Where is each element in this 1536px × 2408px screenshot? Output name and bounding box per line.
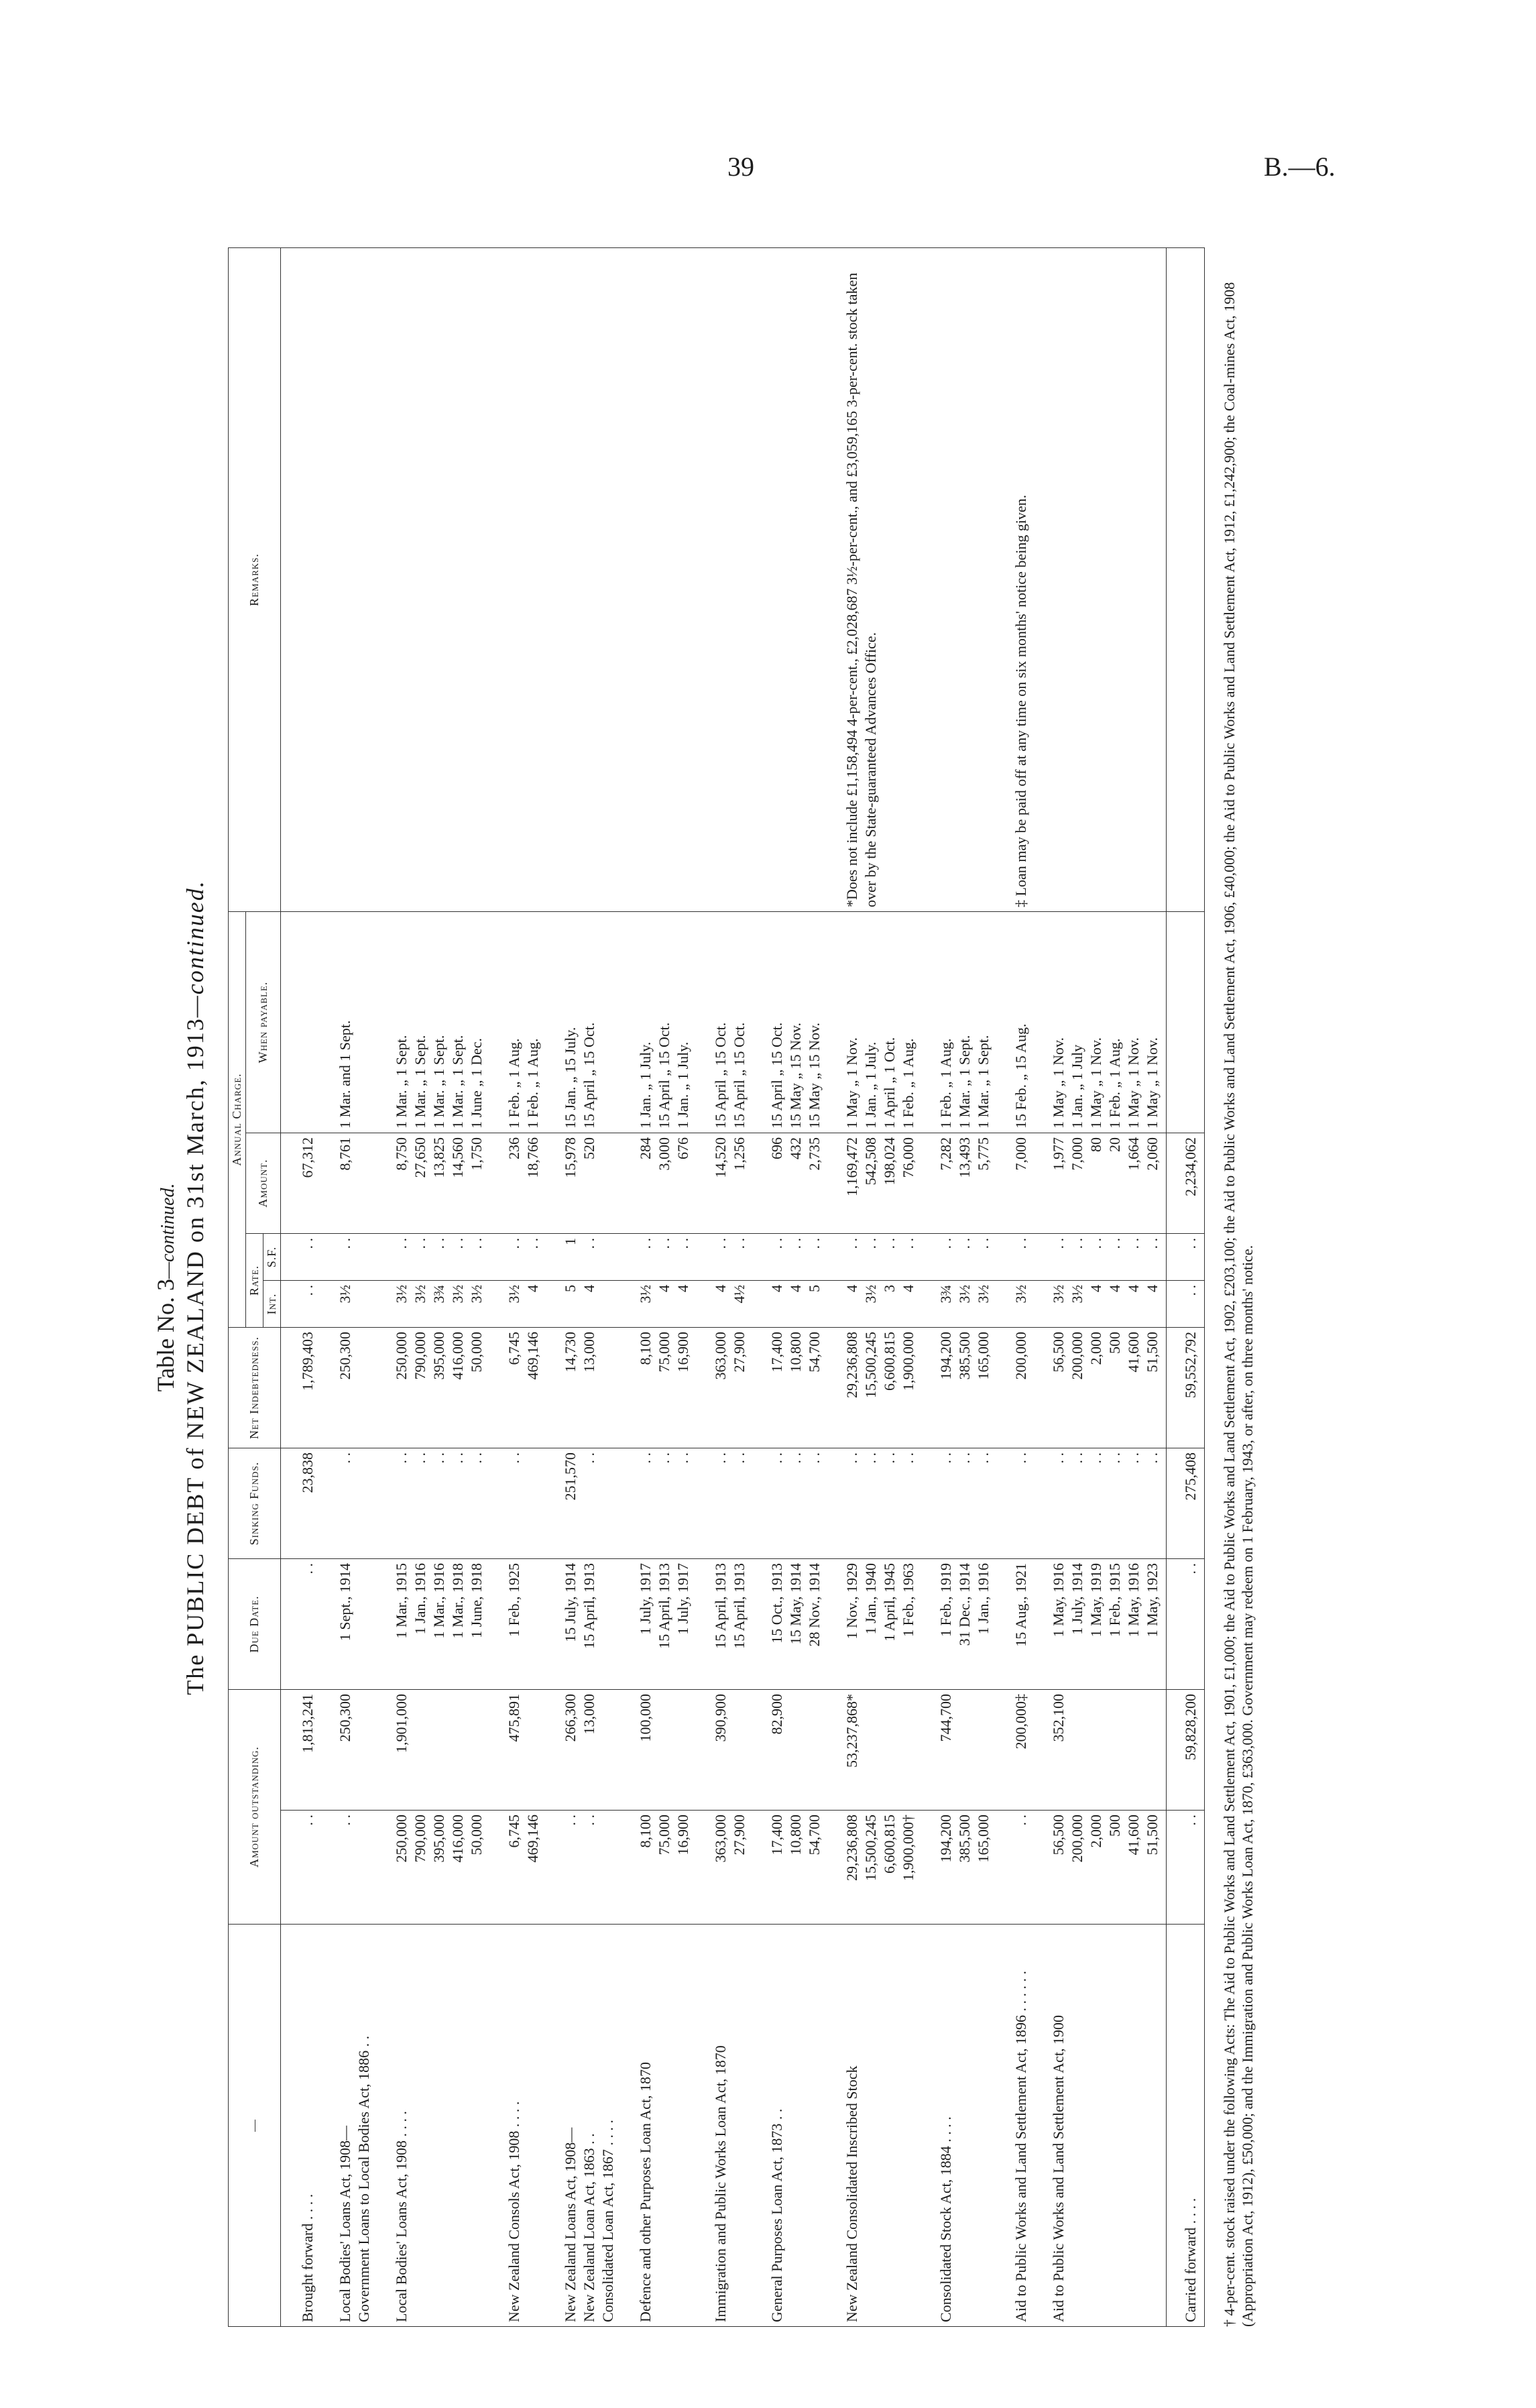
row-total-outstanding: 266,300 13,000 (546, 1690, 622, 1811)
row-description: Local Bodies' Loans Act, 1908— Government Loans to Local Bodies Act, 1886 . . (321, 1925, 377, 2327)
row-when-payable: 1 May „ 1 Nov. 1 Jan. „ 1 July 1 May „ 1 Nov. 1 Feb. „ 1 Aug. 1 May „ 1 Nov. 1 May „ 1 Nov. (1035, 911, 1167, 1133)
row-rate-int: 4 4½ (697, 1281, 753, 1328)
table-row (284, 247, 321, 2326)
row-amounts: 29,236,808 15,500,245 6,600,815 1,900,000† (828, 1811, 922, 1925)
row-when-payable: 1 Feb. „ 1 Aug. 1 Feb. „ 1 Aug. (490, 911, 546, 1133)
row-annual-amount: 2,234,062 (1167, 1133, 1205, 1234)
table-row (1035, 247, 1167, 2326)
row-amounts: 6,745 469,146 (490, 1811, 546, 1925)
row-when-payable: 1 Mar. and 1 Sept. (321, 911, 377, 1133)
table-row (546, 247, 622, 2326)
row-when-payable: 1 Mar. „ 1 Sept. 1 Mar. „ 1 Sept. 1 Mar. „ 1 Sept. 1 Mar. „ 1 Sept. 1 June „ 1 Dec. (377, 911, 490, 1133)
row-annual-amount: 7,000 (997, 1133, 1035, 1234)
row-sinking-funds: 23,838 (284, 1448, 321, 1559)
row-remarks: *Does not include £1,158,494 4-per-cent., £2,028,687 3½-per-cent., and £3,059,165 3-per-cent. stock taken over by the State-guaranteed Advances Office. (828, 247, 922, 911)
row-when-payable: 15 April „ 15 Oct. 15 April „ 15 Oct. (697, 911, 753, 1133)
row-total-outstanding: 1,901,000 (377, 1690, 490, 1811)
row-total-outstanding: 82,900 (753, 1690, 828, 1811)
rotated-table-block (134, 34, 1307, 2327)
row-sinking-funds: . . . . . . . . . . (377, 1448, 490, 1559)
col-due-date: Due Date. (229, 1559, 281, 1690)
col-net-indebtedness: Net Indebtedness. (229, 1328, 281, 1448)
row-description: General Purposes Loan Act, 1873 . . (753, 1925, 828, 2327)
row-due-date: 15 April, 1913 15 April, 1913 (697, 1559, 753, 1690)
row-remarks (753, 247, 828, 911)
row-rate-int: . . (284, 1281, 321, 1328)
row-remarks (622, 247, 697, 911)
row-remarks (922, 247, 997, 911)
row-rate-sf: . . . . (697, 1234, 753, 1281)
row-amounts: . . (284, 1811, 321, 1925)
row-sinking-funds: . . (490, 1448, 546, 1559)
row-rate-sf: . . . . . . . . . . . . (1035, 1234, 1167, 1281)
row-amounts: . . (997, 1811, 1035, 1925)
row-net-indebtedness: 250,300 (321, 1328, 377, 1448)
row-rate-sf: . . . . . . . . (828, 1234, 922, 1281)
table-heading-suffix: —continued. (182, 880, 209, 1018)
table-row (922, 247, 997, 2326)
row-annual-amount: 14,520 1,256 (697, 1133, 753, 1234)
row-rate-sf: . . . . . . (753, 1234, 828, 1281)
row-annual-amount: 1,169,472 542,508 198,024 76,000 (828, 1133, 922, 1234)
table-heading-text: The PUBLIC DEBT of NEW ZEALAND on 31st March, 1913 (182, 1017, 209, 1695)
row-amounts: 363,000 27,900 (697, 1811, 753, 1925)
row-remarks (1035, 247, 1167, 911)
row-rate-int: 3¾ 3½ 3½ (922, 1281, 997, 1328)
row-net-indebtedness: 8,100 75,000 16,900 (622, 1328, 697, 1448)
row-remarks (377, 247, 490, 911)
row-net-indebtedness: 194,200 385,500 165,000 (922, 1328, 997, 1448)
carried-forward-row (1167, 247, 1205, 2326)
row-rate-sf: . . . . . . (922, 1234, 997, 1281)
row-total-outstanding: 475,891 (490, 1690, 546, 1811)
page-number: 39 (727, 152, 754, 182)
row-sinking-funds: . . . . . . (922, 1448, 997, 1559)
row-net-indebtedness: 1,789,403 (284, 1328, 321, 1448)
row-net-indebtedness: 200,000 (997, 1328, 1035, 1448)
row-rate-sf: . . (321, 1234, 377, 1281)
row-due-date: 1 May, 1916 1 July, 1914 1 May, 1919 1 Feb., 1915 1 May, 1916 1 May, 1923 (1035, 1559, 1167, 1690)
row-description: Aid to Public Works and Land Settlement Act, 1900 (1035, 1925, 1167, 2327)
row-sinking-funds: . . . . . . . . . . . . (1035, 1448, 1167, 1559)
row-rate-sf: . . . . . . (622, 1234, 697, 1281)
row-when-payable (284, 911, 321, 1133)
row-annual-amount: 696 432 2,735 (753, 1133, 828, 1234)
col-rate-sf: S.F. (263, 1234, 281, 1281)
row-when-payable: 15 Jan. „ 15 July. 15 April „ 15 Oct. (546, 911, 622, 1133)
table-row (622, 247, 697, 2326)
row-rate-int: 3½ 3½ 4 4 4 4 (1035, 1281, 1167, 1328)
public-debt-table (228, 247, 1205, 2327)
row-remarks (546, 247, 622, 911)
row-due-date: . . (1167, 1559, 1205, 1690)
row-amounts: . . (321, 1811, 377, 1925)
row-due-date: 15 Aug., 1921 (997, 1559, 1035, 1690)
row-rate-int: 3½ 4 4 (622, 1281, 697, 1328)
row-annual-amount: 67,312 (284, 1133, 321, 1234)
row-due-date: 1 Nov., 1929 1 Jan., 1940 1 April, 1945 1 Feb., 1963 (828, 1559, 922, 1690)
document-reference: B.—6. (1264, 152, 1336, 182)
row-remarks (697, 247, 753, 911)
row-when-payable: 15 April „ 15 Oct. 15 May „ 15 Nov. 15 May „ 15 Nov. (753, 911, 828, 1133)
row-rate-int: . . (1167, 1281, 1205, 1328)
row-when-payable: 1 Feb. „ 1 Aug. 1 Mar. „ 1 Sept. 1 Mar. „ 1 Sept. (922, 911, 997, 1133)
row-sinking-funds: . . . . . . (622, 1448, 697, 1559)
table-label-text: Table No. 3 (152, 1278, 179, 1392)
row-description: New Zealand Consolidated Inscribed Stock (828, 1925, 922, 2327)
row-rate-int: 3½ (997, 1281, 1035, 1328)
table-row (997, 247, 1035, 2326)
footnote: † 4-per-cent. stock raised under the following Acts: The Aid to Public Works and Land Settlement Act, 1901, £1,000; the Aid to Public Works and Land Settlement Act, 1902, £203,100; the Aid to Public Works and Land Settlement Act, 1906, £40,000; the Aid to Public Works and Land Settlement Act, 1912, £1,242,900; the Coal-mines Act, 1908 (Appropriation Act, 1912), £50,000; and the Immigration and Public Works Loan Act, 1870, £363,000. Government may redeem on 1 February, 1943, or after, on three months' notice. (1221, 282, 1256, 2327)
table-label-suffix: —continued. (158, 1183, 178, 1279)
row-rate-sf: . . . . . . . . . . (377, 1234, 490, 1281)
row-when-payable: 1 May „ 1 Nov. 1 Jan. „ 1 July. 1 April „ 1 Oct. 1 Feb. „ 1 Aug. (828, 911, 922, 1133)
row-net-indebtedness: 14,730 13,000 (546, 1328, 622, 1448)
col-amount-outstanding: Amount outstanding. (229, 1690, 281, 1925)
table-row (377, 247, 490, 2326)
row-sinking-funds: . . (997, 1448, 1035, 1559)
row-total-outstanding: 744,700 (922, 1690, 997, 1811)
row-description: Defence and other Purposes Loan Act, 1870 (622, 1925, 697, 2327)
row-rate-sf: . . (284, 1234, 321, 1281)
row-annual-amount: 7,282 13,493 5,775 (922, 1133, 997, 1234)
row-description: New Zealand Loans Act, 1908— New Zealand Loan Act, 1863 . . Consolidated Loan Act, 1867 . . . . (546, 1925, 622, 2327)
row-amounts: 56,500 200,000 2,000 500 41,600 51,500 (1035, 1811, 1167, 1925)
row-amounts: 17,400 10,800 54,700 (753, 1811, 828, 1925)
row-net-indebtedness: 6,745 469,146 (490, 1328, 546, 1448)
table-row (828, 247, 922, 2326)
table-row (321, 247, 377, 2326)
row-sinking-funds: . . . . (697, 1448, 753, 1559)
row-amounts: 194,200 385,500 165,000 (922, 1811, 997, 1925)
row-net-indebtedness: 56,500 200,000 2,000 500 41,600 51,500 (1035, 1328, 1167, 1448)
col-description: — (229, 1925, 281, 2327)
row-when-payable: 1 Jan. „ 1 July. 15 April „ 15 Oct. 1 Jan. „ 1 July. (622, 911, 697, 1133)
row-amounts: 250,000 790,000 395,000 416,000 50,000 (377, 1811, 490, 1925)
row-total-outstanding: 100,000 (622, 1690, 697, 1811)
row-sinking-funds: 275,408 (1167, 1448, 1205, 1559)
row-description: Local Bodies' Loans Act, 1908 . . . . (377, 1925, 490, 2327)
row-due-date: 15 Oct., 1913 15 May, 1914 28 Nov., 1914 (753, 1559, 828, 1690)
row-due-date: 1 Mar., 1915 1 Jan., 1916 1 Mar., 1916 1 Mar., 1918 1 June, 1918 (377, 1559, 490, 1690)
row-net-indebtedness: 363,000 27,900 (697, 1328, 753, 1448)
row-sinking-funds: . . . . . . (753, 1448, 828, 1559)
row-total-outstanding: 390,900 (697, 1690, 753, 1811)
row-description: Immigration and Public Works Loan Act, 1870 (697, 1925, 753, 2327)
row-rate-sf: . . . . (490, 1234, 546, 1281)
row-sinking-funds: 251,570 . . (546, 1448, 622, 1559)
row-due-date: 1 Sept., 1914 (321, 1559, 377, 1690)
row-rate-int: 4 4 5 (753, 1281, 828, 1328)
row-description: Consolidated Stock Act, 1884 . . . . (922, 1925, 997, 2327)
row-description: Brought forward . . . . (284, 1925, 321, 2327)
table-label (152, 248, 180, 2327)
row-rate-sf: 1 . . (546, 1234, 622, 1281)
row-annual-amount: 8,750 27,650 13,825 14,560 1,750 (377, 1133, 490, 1234)
row-when-payable (1167, 911, 1205, 1133)
row-rate-sf: . . (1167, 1234, 1205, 1281)
row-due-date: 15 July, 1914 15 April, 1913 (546, 1559, 622, 1690)
col-when-payable: When payable. (246, 911, 281, 1133)
col-rate-int: Int. (263, 1281, 281, 1328)
row-rate-int: 3½ 4 (490, 1281, 546, 1328)
row-net-indebtedness: 17,400 10,800 54,700 (753, 1328, 828, 1448)
row-description: Carried forward . . . . (1167, 1925, 1205, 2327)
row-rate-int: 4 3½ 3 4 (828, 1281, 922, 1328)
row-due-date: 1 July, 1917 15 April, 1913 1 July, 1917 (622, 1559, 697, 1690)
row-due-date: 1 Feb., 1919 31 Dec., 1914 1 Jan., 1916 (922, 1559, 997, 1690)
row-description: Aid to Public Works and Land Settlement Act, 1896 . . . . . . (997, 1925, 1035, 2327)
row-net-indebtedness: 29,236,808 15,500,245 6,600,815 1,900,000 (828, 1328, 922, 1448)
row-rate-int: 3½ 3½ 3¾ 3½ 3½ (377, 1281, 490, 1328)
row-rate-sf: . . (997, 1234, 1035, 1281)
row-total-outstanding: 53,237,868* (828, 1690, 922, 1811)
row-annual-amount: 15,978 520 (546, 1133, 622, 1234)
col-annual-charge: Annual Charge. (229, 911, 246, 1327)
table-row (490, 247, 546, 2326)
row-total-outstanding: 200,000‡ (997, 1690, 1035, 1811)
row-net-indebtedness: 59,552,792 (1167, 1328, 1205, 1448)
row-annual-amount: 284 3,000 676 (622, 1133, 697, 1234)
row-rate-int: 5 4 (546, 1281, 622, 1328)
row-rate-int: 3½ (321, 1281, 377, 1328)
table-row (697, 247, 753, 2326)
row-remarks (1167, 247, 1205, 911)
row-remarks: ‡ Loan may be paid off at any time on six months' notice being given. (997, 247, 1035, 911)
col-sinking-funds: Sinking Funds. (229, 1448, 281, 1559)
row-total-outstanding: 352,100 (1035, 1690, 1167, 1811)
col-amount: Amount. (246, 1133, 281, 1234)
row-total-outstanding: 59,828,200 (1167, 1690, 1205, 1811)
row-remarks (490, 247, 546, 911)
row-amounts: 8,100 75,000 16,900 (622, 1811, 697, 1925)
table-row (753, 247, 828, 2326)
row-remarks (321, 247, 377, 911)
row-description: New Zealand Consols Act, 1908 . . . . (490, 1925, 546, 2327)
row-total-outstanding: 250,300 (321, 1690, 377, 1811)
row-annual-amount: 1,977 7,000 80 20 1,664 2,060 (1035, 1133, 1167, 1234)
row-sinking-funds: . . (321, 1448, 377, 1559)
table-heading (181, 248, 209, 2327)
row-annual-amount: 236 18,766 (490, 1133, 546, 1234)
col-remarks: Remarks. (229, 247, 281, 911)
col-rate: Rate. (246, 1234, 263, 1328)
row-when-payable: 15 Feb. „ 15 Aug. (997, 911, 1035, 1133)
row-due-date: 1 Feb., 1925 (490, 1559, 546, 1690)
row-amounts: . . (1167, 1811, 1205, 1925)
row-amounts: . . . . (546, 1811, 622, 1925)
row-annual-amount: 8,761 (321, 1133, 377, 1234)
row-total-outstanding: 1,813,241 (284, 1690, 321, 1811)
row-due-date: . . (284, 1559, 321, 1690)
row-remarks (284, 247, 321, 911)
row-sinking-funds: . . . . . . . . (828, 1448, 922, 1559)
row-net-indebtedness: 250,000 790,000 395,000 416,000 50,000 (377, 1328, 490, 1448)
